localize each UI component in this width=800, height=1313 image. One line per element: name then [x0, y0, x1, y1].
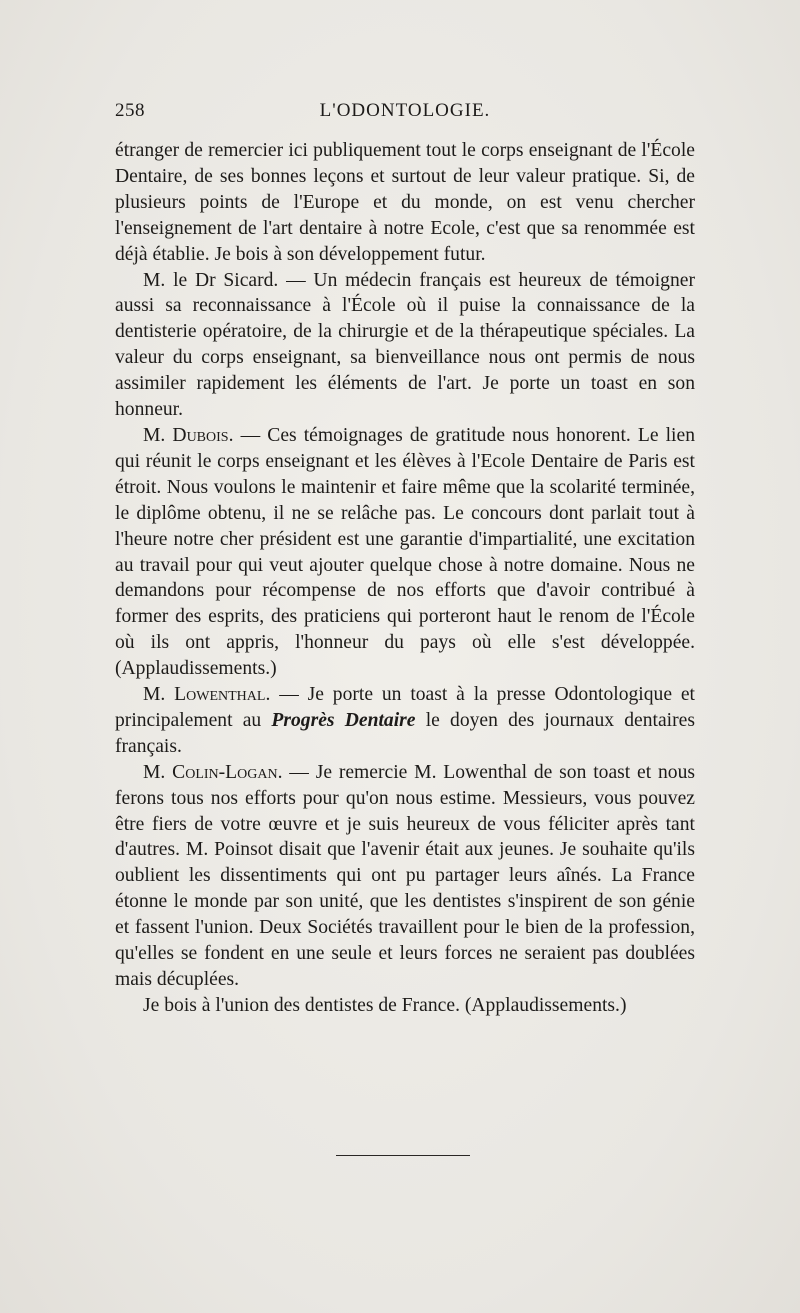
paragraph-dubois: [115, 423, 695, 682]
speaker-sicard: M. le Dr Sicard.: [143, 269, 279, 291]
page-header: [115, 100, 695, 130]
speech-sicard: — Un médecin français est heureux de témoigner aussi sa reconnaissance à l'École où il puise la connaissance de la dentisterie opératoire, de la chirurgie et de la thérapeutique spéciales. La valeur du corps enseignant, sa bienveillance nous ont permis de nous assimiler rapidement les éléments de l'art. Je porte un toast en son honneur.: [115, 269, 695, 421]
paragraph-final-toast: Je bois à l'union des dentistes de France. (Applaudissements.): [143, 994, 627, 1016]
paragraph-lowenthal: [115, 682, 695, 760]
speech-lowenthal-end: le doyen des journaux dentaires français.: [115, 709, 695, 757]
speaker-lowenthal: Lowenthal.: [174, 684, 271, 706]
speaker-prefix-lowenthal: M.: [143, 684, 166, 706]
running-title: L'ODONTOLOGIE.: [319, 100, 491, 121]
paragraph-1: étranger de remercier ici publiquement tout le corps enseignant de l'École Dentaire, de ses bonnes leçons et surtout de leur valeur pratique. Si, de plusieurs points de l'Europe et du monde, on est venu chercher l'enseignement de l'art dentaire à notre Ecole, c'est que sa renommée est déjà établie. Je bois à son développement futur.: [115, 140, 695, 265]
body-text: [115, 138, 695, 1019]
speech-lowenthal-start: — Je porte un toast à la presse Odontologique et principalement au: [115, 684, 695, 731]
page-number: 258: [115, 100, 145, 121]
closing-rule: [336, 1155, 470, 1156]
speech-dubois: — Ces témoignages de gratitude nous honorent. Le lien qui réunit le corps enseignant et les élèves à l'Ecole Dentaire de Paris est étroit. Nous voulons le maintenir et faire même que la scolarité terminée, le diplôme obtenu, il ne se relâche pas. Le concours dont parlait tout à l'heure notre cher président est une garantie d'impartialité, une excitation au travail pour qui veut ajouter quelque chose à notre domaine. Nous ne demandons pour récompense de nos efforts que d'avoir contribué à former des esprits, des praticiens qui porteront haut le renom de l'École où ils ont appris, l'honneur du pays où elle s'est développée. (Applaudissements.): [115, 424, 695, 680]
speaker-dubois: Dubois.: [172, 424, 234, 446]
paragraph-sicard: [115, 268, 695, 423]
speech-colin-logan: — Je remercie M. Lowenthal de son toast et nous ferons tous nos efforts pour qu'on nous estime. Messieurs, vous pouvez être fiers de votre œuvre et je suis heureux de vous féliciter après tant d'autres. M. Poinsot disait que l'avenir était aux jeunes. Je souhaite qu'ils oublient les dissentiments qui ont pu partager leurs aînés. La France étonne le monde par son unité, que les dentistes s'inspirent de son génie et fassent l'union. Deux Sociétés travaillent pour le bien de la profession, qu'elles se fondent en une seule et leurs forces ne seraient pas doublées mais décuplées.: [115, 761, 695, 990]
journal-title: Progrès Dentaire: [271, 709, 416, 731]
speaker-prefix-colin-logan: M.: [143, 761, 166, 783]
speaker-colin-logan: Colin-Logan.: [172, 761, 283, 783]
speaker-prefix-dubois: M.: [143, 424, 166, 446]
paragraph-colin-logan: [115, 760, 695, 993]
